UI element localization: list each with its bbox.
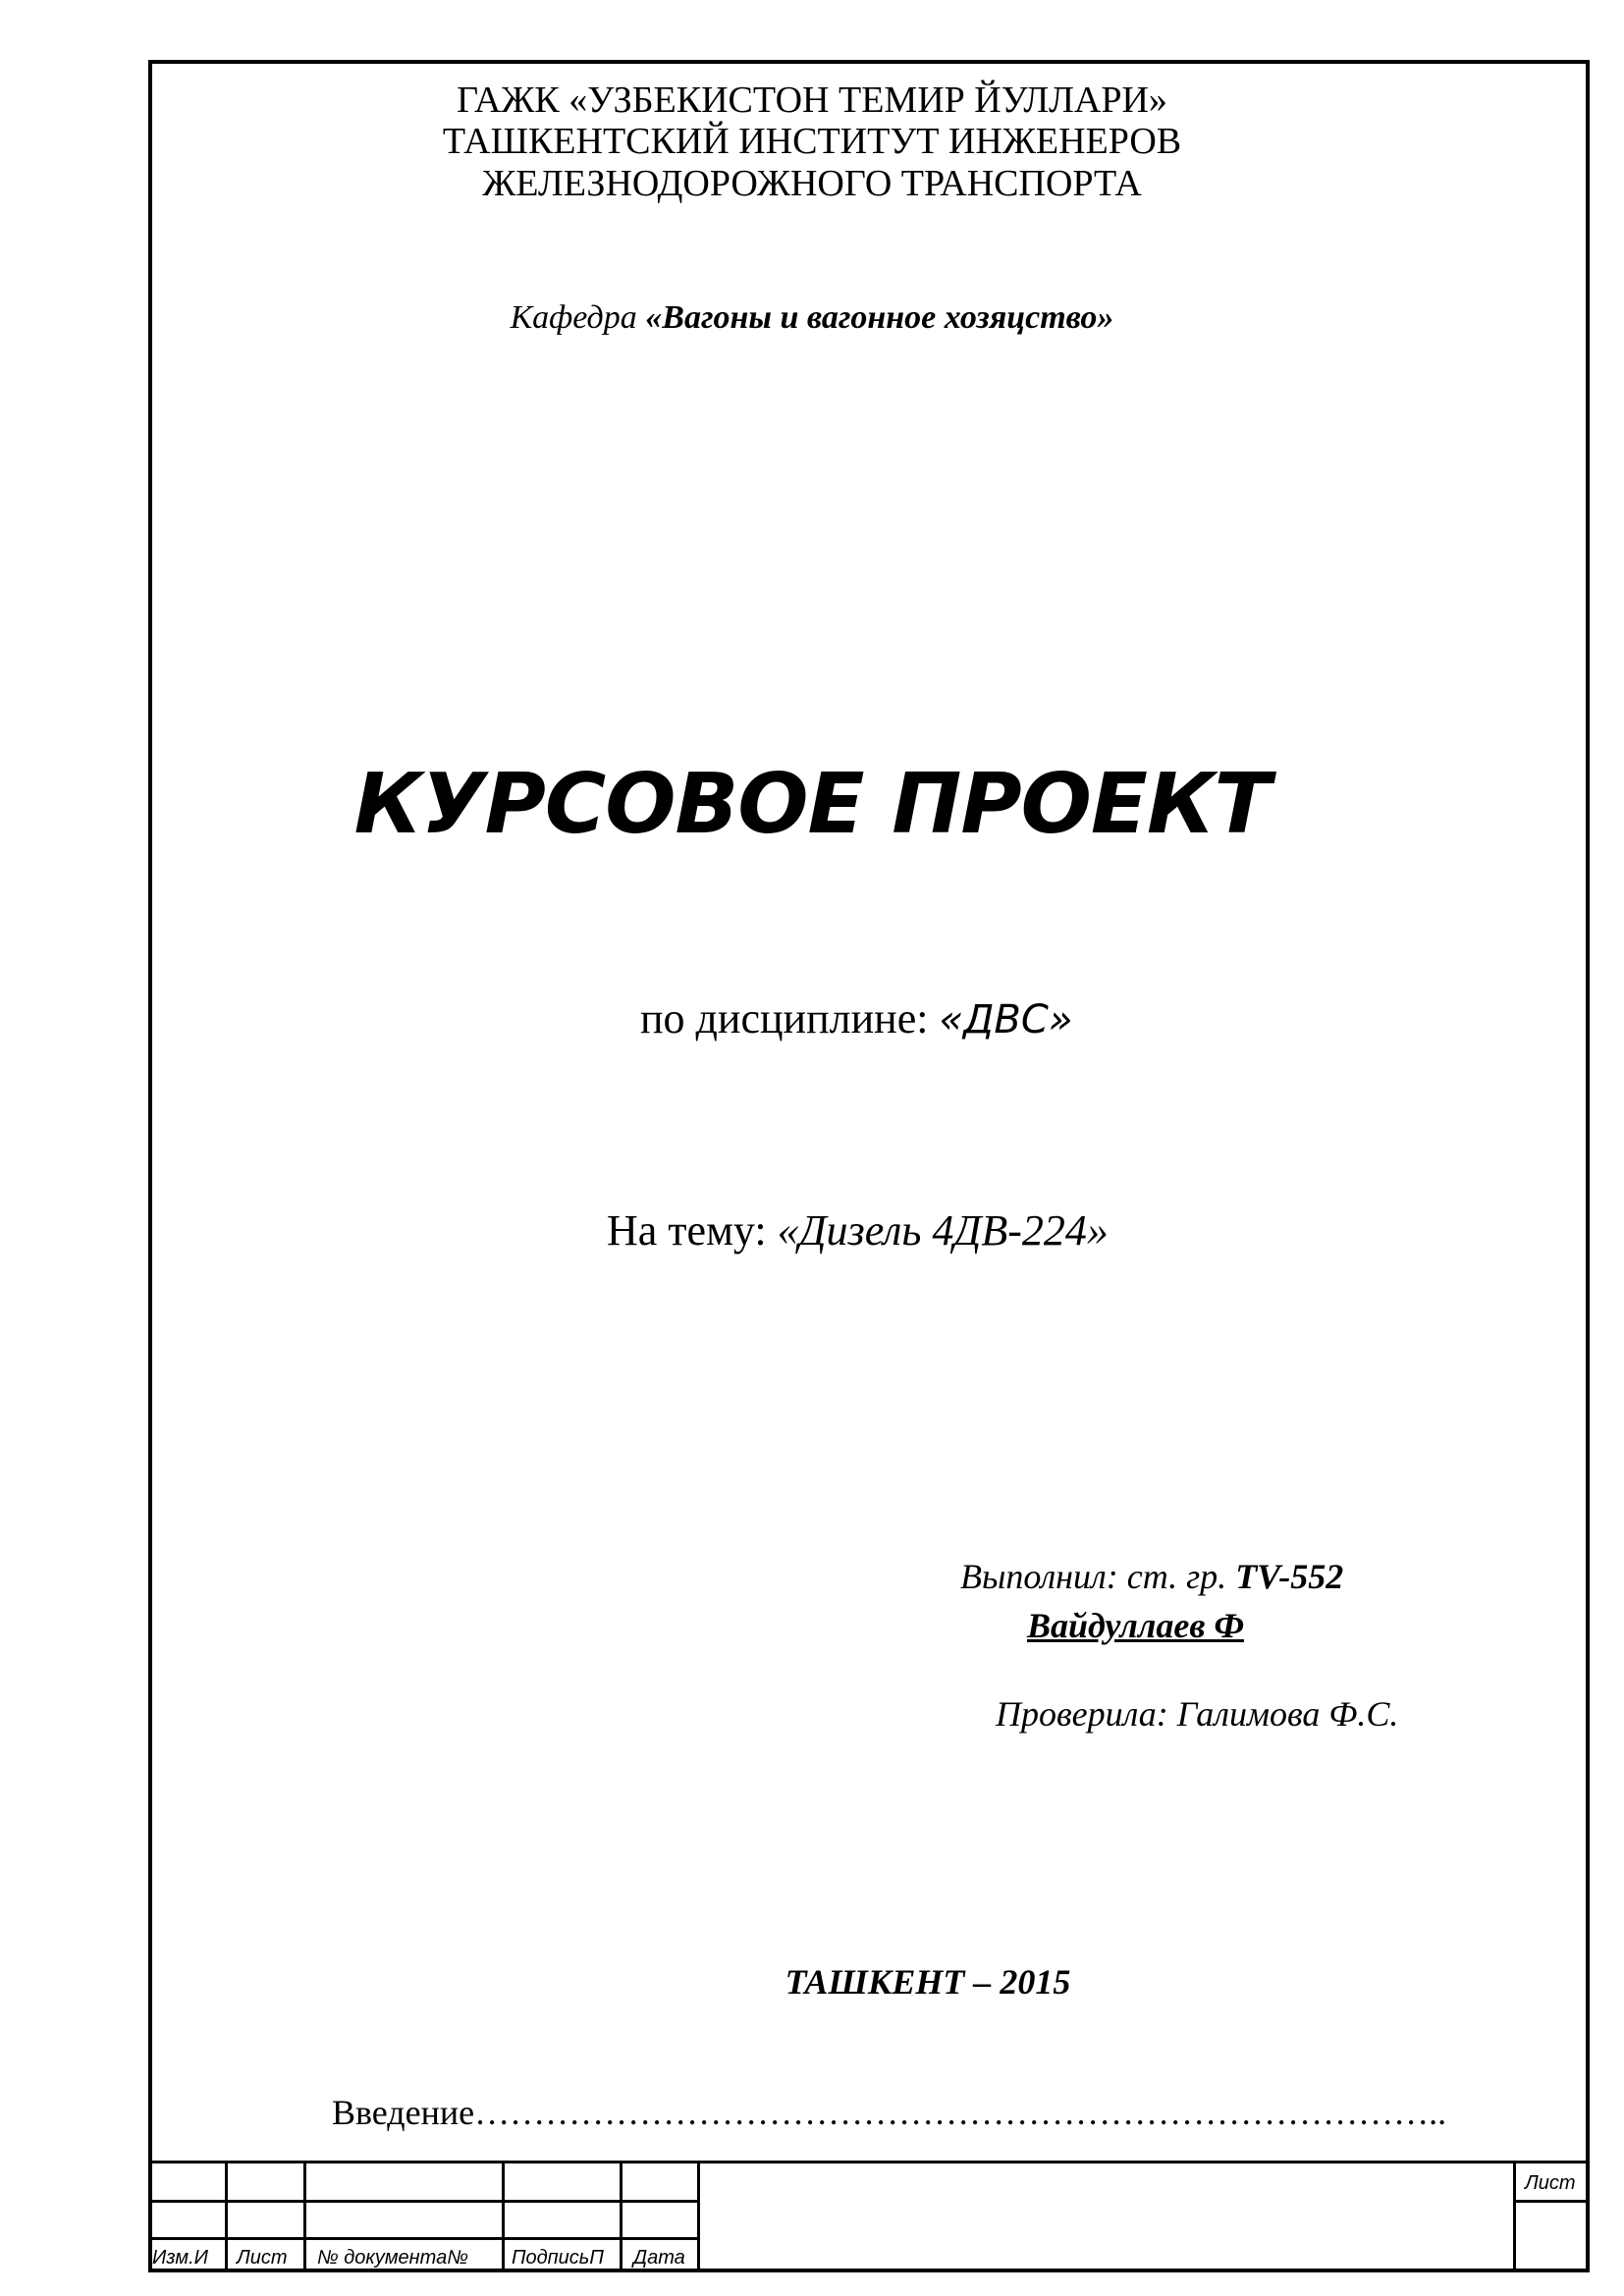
title-block-column-1 bbox=[225, 2161, 228, 2272]
title-block-column-5 bbox=[697, 2161, 700, 2272]
page-frame bbox=[148, 60, 1590, 2272]
department-name: «Вагоны и вагонное хозяцство» bbox=[645, 299, 1114, 336]
column-label-change: Изм.И bbox=[152, 2247, 208, 2269]
title-block-row-line-2 bbox=[148, 2237, 698, 2240]
organization-line-2: ТАШКЕНТСКИЙ ИНСТИТУТ ИНЖЕНЕРОВ bbox=[442, 121, 1182, 162]
department-line bbox=[0, 299, 1624, 337]
column-label-signature: ПодписьП bbox=[512, 2247, 604, 2269]
reviewer-line: Проверила: Галимова Ф.С. bbox=[996, 1694, 1399, 1734]
organization-line-1: ГАЖК «УЗБЕКИСТОН ТЕМИР ЙУЛЛАРИ» bbox=[457, 80, 1167, 121]
author-label: Выполнил: ст. гр. bbox=[960, 1557, 1227, 1596]
document-title: КУРСОВОЕ ПРОЕКТ bbox=[353, 756, 1271, 853]
column-label-document-number: № документа№ bbox=[317, 2247, 468, 2269]
discipline-label: по дисциплине: bbox=[640, 994, 929, 1042]
title-block-row-line-1 bbox=[148, 2200, 698, 2203]
title-block-column-3 bbox=[502, 2161, 505, 2272]
column-label-sheet: Лист bbox=[237, 2247, 288, 2269]
topic-line bbox=[607, 1205, 1109, 1255]
author-name: Вайдуллаев Ф bbox=[1027, 1606, 1245, 1645]
topic-value: «Дизель 4ДВ-224» bbox=[777, 1206, 1109, 1255]
contents-introduction-line: Введение……………………………………………………………………….. bbox=[332, 2093, 1447, 2132]
title-block-column-6 bbox=[1513, 2161, 1516, 2272]
author-group: TV-552 bbox=[1235, 1557, 1344, 1596]
title-block-column-2 bbox=[303, 2161, 306, 2272]
topic-label: На тему: bbox=[607, 1206, 767, 1255]
discipline-line bbox=[640, 993, 1072, 1043]
title-block-top-border bbox=[148, 2161, 1590, 2163]
discipline-value: «ДВС» bbox=[939, 997, 1073, 1042]
title-block bbox=[148, 2161, 1590, 2272]
department-label: Кафедра bbox=[510, 299, 637, 336]
organization-line-3: ЖЕЛЕЗНОДОРОЖНОГО ТРАНСПОРТА bbox=[482, 163, 1142, 204]
column-label-date: Дата bbox=[633, 2247, 685, 2269]
sheet-label: Лист bbox=[1525, 2172, 1576, 2194]
city-year: ТАШКЕНТ – 2015 bbox=[785, 1962, 1071, 2002]
title-block-column-4 bbox=[620, 2161, 623, 2272]
sheet-cell-divider bbox=[1513, 2200, 1590, 2203]
author-line bbox=[960, 1556, 1343, 1597]
